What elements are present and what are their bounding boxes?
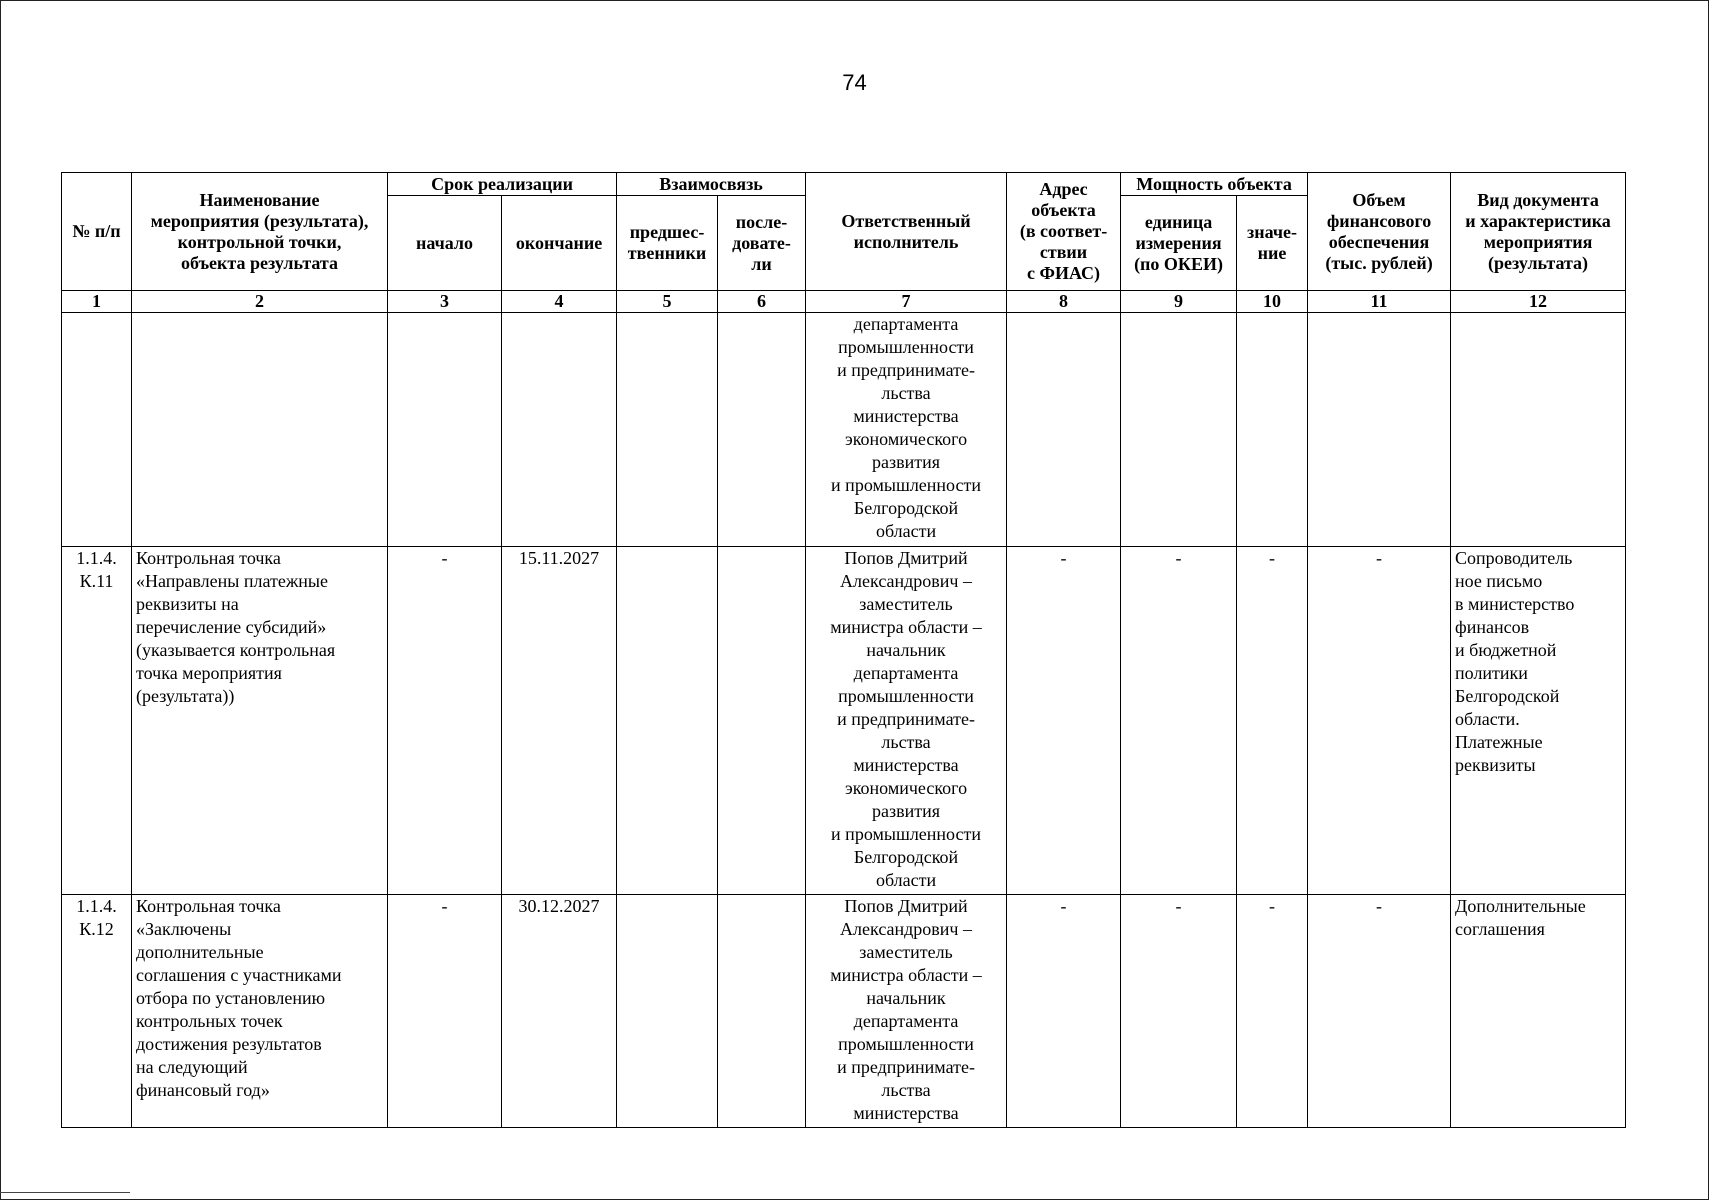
text-line: Белгородской (1455, 686, 1560, 706)
text-line: Наименование (199, 189, 320, 210)
text-line: и промышленности (831, 824, 981, 844)
text-line: на следующий (136, 1057, 248, 1077)
text-line: ное письмо (1455, 571, 1543, 591)
text-line: Контрольная точка (136, 548, 281, 568)
text-line: департамента (853, 1011, 959, 1031)
text-line: льства (881, 383, 931, 403)
row-finance: - (1308, 547, 1451, 895)
row-unit (1121, 313, 1237, 547)
text-line: отбора по установлению (136, 988, 326, 1008)
scan-edge-line (0, 1192, 130, 1193)
row-number (62, 895, 132, 1128)
row-start (388, 313, 502, 547)
text-line: области (875, 870, 937, 890)
row-next (718, 313, 806, 547)
row-finance: - (1308, 895, 1451, 1128)
row-finance (1308, 313, 1451, 547)
text-line: финансов (1455, 617, 1530, 637)
column-number-row (62, 291, 1626, 313)
text-line: Попов Дмитрий (844, 896, 968, 916)
text-line: 1.1.4. (76, 896, 117, 916)
column-number: 6 (718, 291, 806, 313)
table-header (62, 173, 1626, 313)
text-line: ли (751, 253, 772, 274)
text-line: К.11 (79, 571, 114, 591)
text-line: Платежные (1455, 732, 1543, 752)
column-number: 9 (1121, 291, 1237, 313)
text-line: ние (1257, 243, 1287, 263)
text-line: К.12 (79, 919, 114, 939)
row-name (132, 547, 388, 895)
text-line: Александрович – (840, 571, 972, 591)
text-line: (результата)) (136, 686, 235, 706)
text-line: реквизиты (1455, 755, 1536, 775)
text-line: заместитель (859, 942, 953, 962)
text-line: 1.1.4. (76, 548, 117, 568)
row-start: - (388, 547, 502, 895)
text-line: реквизиты на (136, 594, 239, 614)
row-unit: - (1121, 547, 1237, 895)
text-line: мероприятия (1483, 231, 1593, 252)
row-number (62, 547, 132, 895)
text-line: дополнительные (136, 942, 264, 962)
text-line: в министерство (1455, 594, 1575, 614)
row-address: - (1007, 547, 1121, 895)
header-capacity-group: Мощность объекта (1121, 173, 1308, 196)
row-prev (617, 547, 718, 895)
text-line: достижения результатов (136, 1034, 322, 1054)
row-value: - (1237, 547, 1308, 895)
text-line: точка мероприятия (136, 663, 282, 683)
header-num: № п/п (62, 173, 132, 291)
text-line: экономического (844, 429, 968, 449)
text-line: контрольной точки, (177, 231, 342, 252)
text-line: льства (881, 1080, 931, 1100)
text-line: предшес- (629, 222, 705, 242)
text-line: (результата) (1488, 252, 1589, 273)
row-unit: - (1121, 895, 1237, 1128)
header-doc-type (1451, 173, 1626, 291)
text-line: и предпринимате- (837, 1057, 975, 1077)
header-finance (1308, 173, 1451, 291)
text-line: министра области – (830, 965, 982, 985)
text-line: и предпринимате- (837, 709, 975, 729)
text-line: и промышленности (831, 475, 981, 495)
header-link-group: Взаимосвязь (617, 173, 806, 196)
row-name (132, 313, 388, 547)
text-line: промышленности (838, 686, 974, 706)
text-line: «Направлены платежные (136, 571, 328, 591)
header-term-group: Срок реализации (388, 173, 617, 196)
text-line: с ФИАС) (1027, 263, 1101, 283)
text-line: Белгородской (853, 847, 959, 867)
column-number: 7 (806, 291, 1007, 313)
row-doc (1451, 313, 1626, 547)
text-line: департамента (853, 314, 959, 334)
header-capacity-unit (1121, 196, 1237, 291)
column-number: 8 (1007, 291, 1121, 313)
table-row (62, 313, 1626, 547)
text-line: (тыс. рублей) (1325, 252, 1433, 273)
column-number: 4 (502, 291, 617, 313)
text-line: министерства (853, 406, 959, 426)
text-line: твенники (627, 243, 707, 263)
text-line: обеспечения (1328, 231, 1430, 252)
text-line: контрольных точек (136, 1011, 283, 1031)
column-number: 2 (132, 291, 388, 313)
text-line: начальник (866, 988, 946, 1008)
text-line: области (875, 521, 937, 541)
text-line: финансовый год» (136, 1080, 270, 1100)
text-line: и характеристика (1465, 210, 1611, 231)
text-line: Адрес (1039, 179, 1088, 199)
text-line: довате- (732, 232, 791, 253)
row-value: - (1237, 895, 1308, 1128)
text-line: Ответственный (841, 210, 971, 231)
column-number: 5 (617, 291, 718, 313)
text-line: Вид документа (1477, 189, 1599, 210)
text-line: промышленности (838, 1034, 974, 1054)
text-line: соглашения (1455, 919, 1545, 939)
row-address (1007, 313, 1121, 547)
text-line: мероприятия (результата), (150, 210, 369, 231)
row-value (1237, 313, 1308, 547)
row-doc (1451, 547, 1626, 895)
text-line: заместитель (859, 594, 953, 614)
page-number: 74 (842, 70, 867, 95)
text-line: измерения (1135, 232, 1222, 253)
text-line: министерства (853, 1103, 959, 1123)
text-line: единица (1144, 211, 1213, 232)
text-line: экономического (844, 778, 968, 798)
row-executor (806, 313, 1007, 547)
events-table (61, 172, 1626, 1128)
row-name (132, 895, 388, 1128)
header-term-start: начало (388, 196, 502, 291)
text-line: и бюджетной (1455, 640, 1557, 660)
text-line: (по ОКЕИ) (1134, 253, 1223, 274)
text-line: департамента (853, 663, 959, 683)
text-line: Сопроводитель (1455, 548, 1573, 568)
column-number: 1 (62, 291, 132, 313)
text-line: «Заключены (136, 919, 232, 939)
row-executor (806, 895, 1007, 1128)
header-link-prev (617, 196, 718, 291)
text-line: политики (1455, 663, 1528, 683)
text-line: начальник (866, 640, 946, 660)
column-number: 10 (1237, 291, 1308, 313)
row-next (718, 547, 806, 895)
row-prev (617, 313, 718, 547)
text-line: финансового (1326, 210, 1432, 231)
row-end: 15.11.2027 (502, 547, 617, 895)
text-line: Попов Дмитрий (844, 548, 968, 568)
row-executor (806, 547, 1007, 895)
text-line: льства (881, 732, 931, 752)
column-number: 12 (1451, 291, 1626, 313)
row-end (502, 313, 617, 547)
table-row (62, 547, 1626, 895)
header-name (132, 173, 388, 291)
text-line: исполнитель (853, 231, 959, 252)
row-end: 30.12.2027 (502, 895, 617, 1128)
text-line: Объем (1352, 189, 1406, 210)
text-line: (указывается контрольная (136, 640, 336, 660)
row-number (62, 313, 132, 547)
header-term-end: окончание (502, 196, 617, 291)
text-line: ствии (1039, 242, 1088, 262)
text-line: Дополнительные (1455, 896, 1586, 916)
text-line: объекта результата (181, 252, 338, 273)
table-row (62, 895, 1626, 1128)
text-line: развития (872, 452, 941, 472)
header-executor (806, 173, 1007, 291)
text-line: развития (872, 801, 941, 821)
text-line: значе- (1247, 222, 1298, 242)
row-address: - (1007, 895, 1121, 1128)
text-line: (в соответ- (1019, 221, 1108, 241)
text-line: Александрович – (840, 919, 972, 939)
text-line: и предпринимате- (837, 360, 975, 380)
text-line: после- (735, 211, 788, 232)
header-capacity-value (1237, 196, 1308, 291)
text-line: Контрольная точка (136, 896, 281, 916)
row-prev (617, 895, 718, 1128)
text-line: области. (1455, 709, 1520, 729)
text-line: соглашения с участниками (136, 965, 342, 985)
text-line: Белгородской (853, 498, 959, 518)
row-start: - (388, 895, 502, 1128)
text-line: перечисление субсидий» (136, 617, 327, 637)
row-doc (1451, 895, 1626, 1128)
column-number: 3 (388, 291, 502, 313)
text-line: промышленности (838, 337, 974, 357)
text-line: министра области – (830, 617, 982, 637)
row-next (718, 895, 806, 1128)
header-address (1007, 173, 1121, 291)
header-link-next (718, 196, 806, 291)
text-line: объекта (1031, 200, 1096, 220)
column-number: 11 (1308, 291, 1451, 313)
text-line: министерства (853, 755, 959, 775)
